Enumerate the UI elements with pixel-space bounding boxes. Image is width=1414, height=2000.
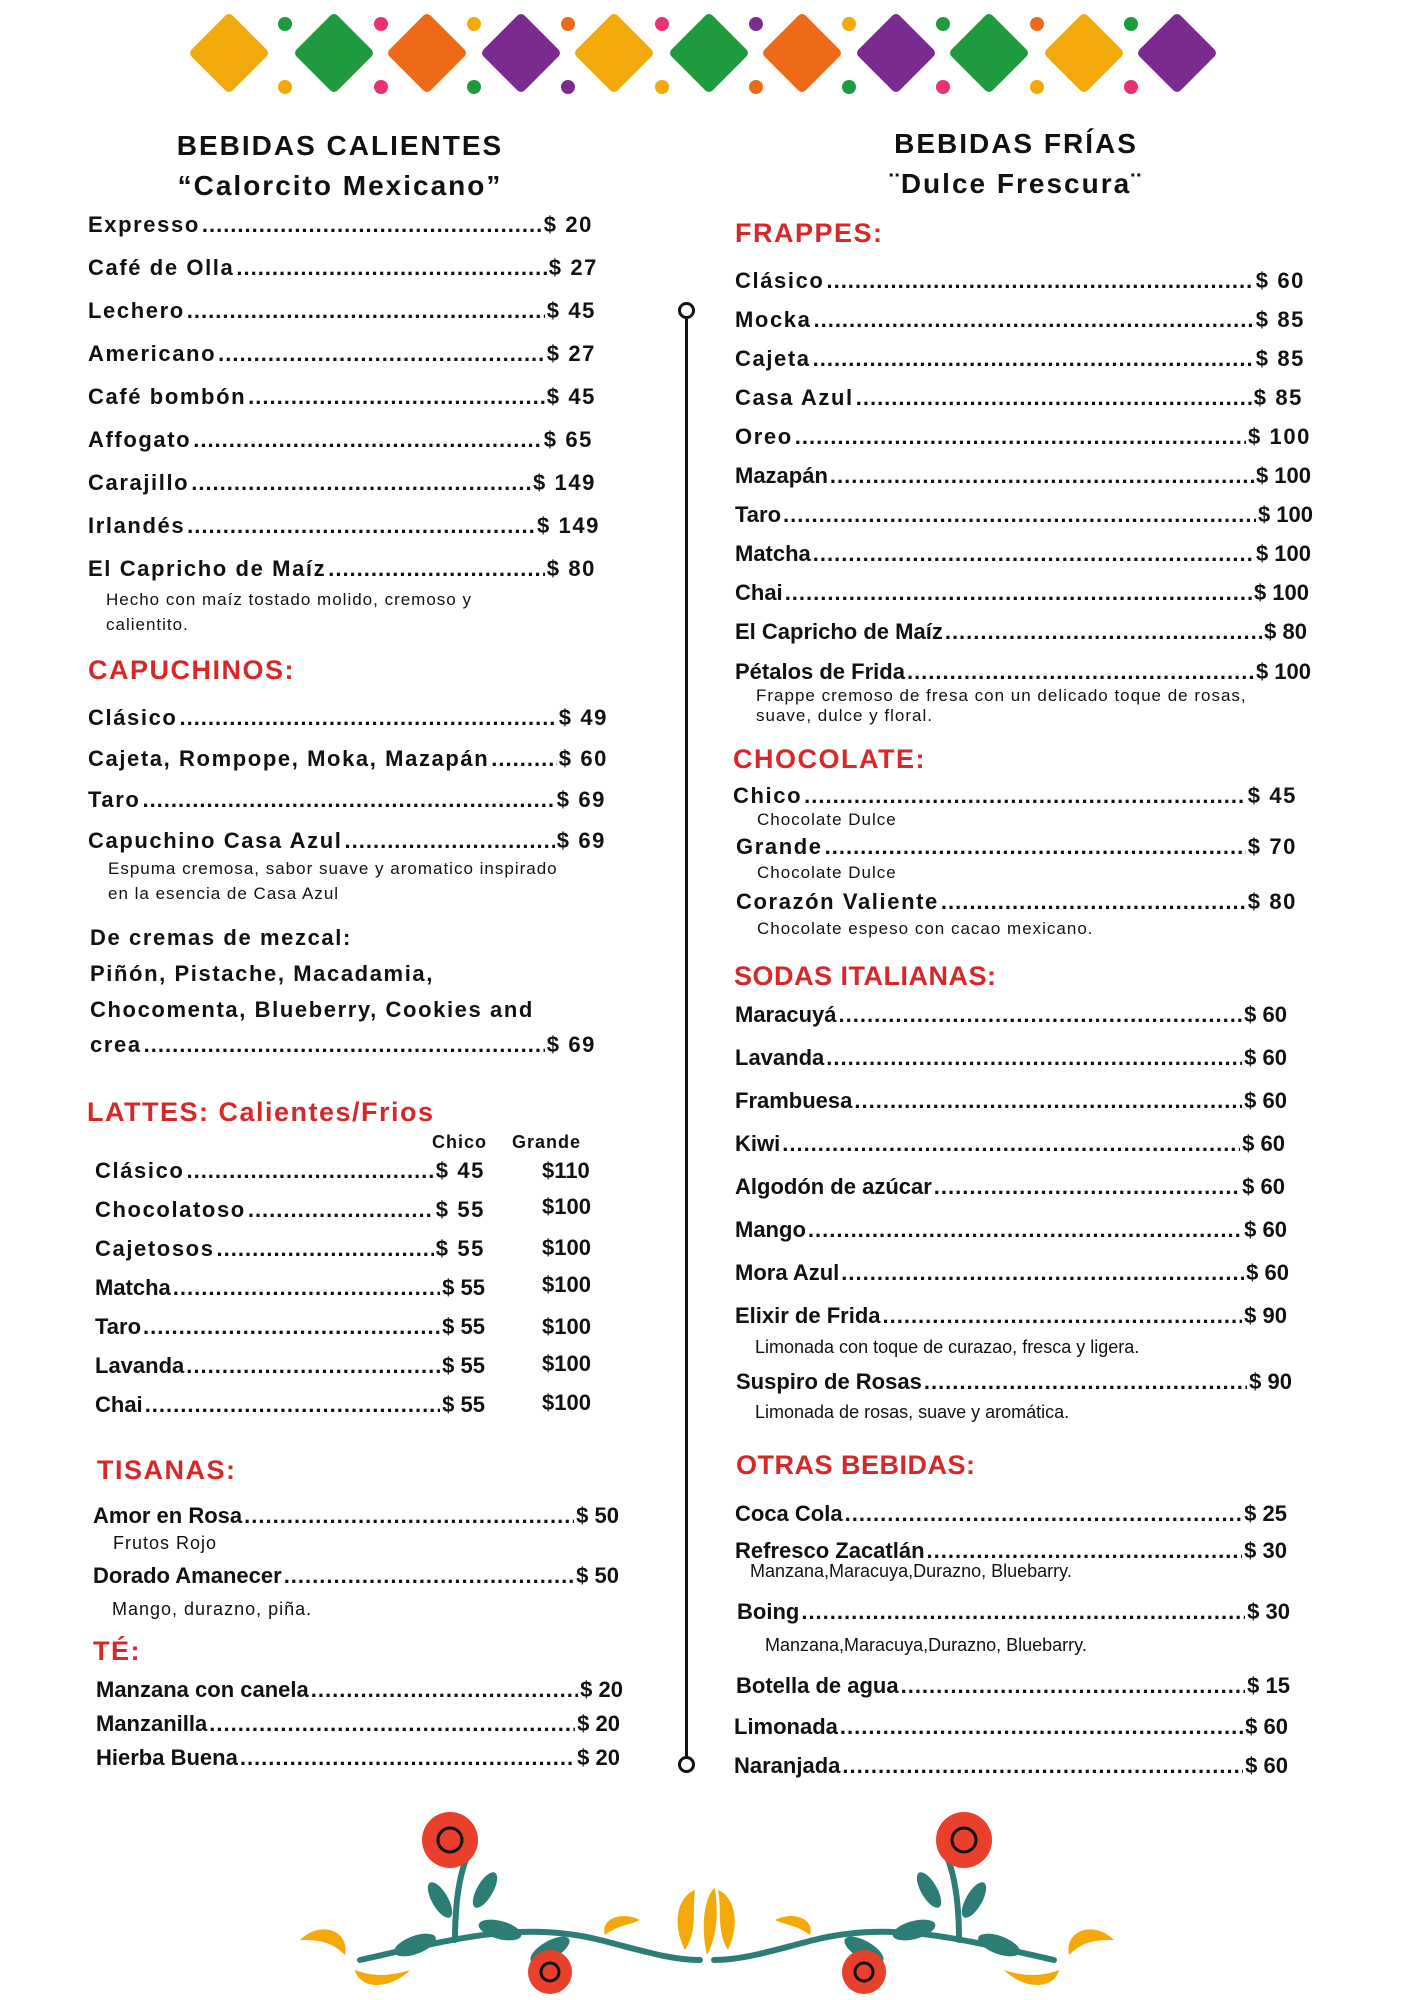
section-title-frappes: FRAPPES: [735, 218, 884, 248]
menu-item: Clásico ..... $ 45 [95, 1158, 485, 1184]
menu-item: Dorado Amanecer ..... $ 50 [93, 1563, 619, 1589]
menu-item: Taro ..... $ 100 [735, 502, 1313, 528]
mezcal-line: Piñón, Pistache, Macadamia, [90, 961, 434, 986]
menu-item: Limonada ..... $ 60 [734, 1714, 1288, 1740]
item-description: Limonada con toque de curazao, fresca y ligera. [755, 1337, 1140, 1357]
item-description: Manzana,Maracuya,Durazno, Bluebarry. [750, 1561, 1072, 1581]
cold-drinks-subtitle: ¨Dulce Frescura¨ [889, 168, 1143, 199]
section-title-lattes: LATTES: Calientes/Frios [87, 1097, 435, 1127]
section-title-sodas: SODAS ITALIANAS: [734, 961, 997, 991]
menu-item: Chai ..... $ 100 [735, 580, 1309, 606]
item-description: Limonada de rosas, suave y aromática. [755, 1402, 1070, 1422]
latte-price-grande: $100 [542, 1235, 591, 1260]
divider-top-dot [678, 302, 695, 319]
item-description: Hecho con maíz tostado molido, cremoso y calientito. [106, 590, 472, 634]
menu-item: Lavanda ..... $ 60 [735, 1045, 1287, 1071]
menu-item: Americano ..... $ 27 [88, 341, 596, 367]
hot-drinks-subtitle: “Calorcito Mexicano” [177, 170, 503, 201]
menu-item: Irlandés ..... $ 149 [88, 513, 600, 539]
menu-item: El Capricho de Maíz ..... $ 80 [735, 619, 1307, 645]
menu-item: Capuchino Casa Azul ..... $ 69 [88, 828, 606, 854]
menu-item: Taro ..... $ 55 [95, 1314, 485, 1340]
section-title-otras: OTRAS BEBIDAS: [736, 1450, 976, 1480]
item-description: Chocolate Dulce [757, 863, 897, 882]
menu-item: Mango ..... $ 60 [735, 1217, 1287, 1243]
menu-item: Oreo ..... $ 100 [735, 424, 1311, 450]
menu-item: Café bombón ..... $ 45 [88, 384, 596, 410]
divider-bottom-dot [678, 1756, 695, 1773]
menu-item: Grande ..... $ 70 [736, 834, 1297, 860]
menu-item: Chai ..... $ 55 [95, 1392, 485, 1418]
menu-item: Refresco Zacatlán ..... $ 30 [735, 1538, 1287, 1564]
menu-item: Frambuesa ..... $ 60 [735, 1088, 1287, 1114]
column-header-grande: Grande [512, 1132, 582, 1152]
section-title-capuchinos: CAPUCHINOS: [88, 655, 296, 685]
cold-drinks-title: BEBIDAS FRÍAS [894, 128, 1138, 159]
menu-item: Matcha ..... $ 100 [735, 541, 1311, 567]
column-header-chico: Chico [432, 1132, 488, 1152]
menu-item: Chocolatoso ..... $ 55 [95, 1197, 485, 1223]
menu-item: Algodón de azúcar ..... $ 60 [735, 1174, 1285, 1200]
menu-item: Cajeta, Rompope, Moka, Mazapán ..... $ 60 [88, 746, 608, 772]
diamond-banner-icon [188, 12, 1218, 94]
item-description: Frappe cremoso de fresa con un delicado toque de rosas, suave, dulce y floral. [756, 686, 1247, 725]
menu-item: Clásico ..... $ 60 [735, 268, 1305, 294]
menu-item: Elixir de Frida ..... $ 90 [735, 1303, 1287, 1329]
menu-item: Expresso ..... $ 20 [88, 212, 593, 238]
latte-price-grande: $100 [542, 1390, 591, 1415]
floral-decoration-icon [300, 1800, 1114, 2000]
papel-picado-banner [0, 0, 1414, 120]
menu-item: crea ..... $ 69 [90, 1032, 596, 1058]
menu-item: Mora Azul ..... $ 60 [735, 1260, 1289, 1286]
mezcal-line: De cremas de mezcal: [90, 925, 352, 950]
section-title-tisanas: TISANAS: [97, 1455, 237, 1485]
menu-item: Cajeta ..... $ 85 [735, 346, 1305, 372]
item-description: Chocolate espeso con cacao mexicano. [757, 919, 1094, 938]
menu-item: Mazapán ..... $ 100 [735, 463, 1311, 489]
section-title-chocolate: CHOCOLATE: [733, 744, 926, 774]
latte-price-grande: $100 [542, 1194, 591, 1219]
latte-price-grande: $100 [542, 1351, 591, 1376]
item-description: Mango, durazno, piña. [112, 1599, 313, 1619]
latte-price-grande: $110 [542, 1158, 590, 1183]
latte-price-grande: $100 [542, 1272, 591, 1297]
section-title-te: TÉ: [93, 1636, 141, 1666]
item-description: Chocolate Dulce [757, 810, 897, 829]
menu-item: Matcha ..... $ 55 [95, 1275, 485, 1301]
menu-item: Botella de agua ..... $ 15 [736, 1673, 1290, 1699]
mezcal-line: Chocomenta, Blueberry, Cookies and [90, 997, 534, 1022]
menu-item: Hierba Buena ..... $ 20 [96, 1745, 620, 1771]
hot-drinks-title: BEBIDAS CALIENTES [176, 130, 504, 161]
column-divider [685, 308, 688, 1763]
menu-item: Naranjada ..... $ 60 [734, 1753, 1288, 1779]
item-description: Espuma cremosa, sabor suave y aromatico inspirado en la esencia de Casa Azul [108, 859, 558, 903]
menu-item: Affogato ..... $ 65 [88, 427, 593, 453]
menu-item: Casa Azul ..... $ 85 [735, 385, 1303, 411]
menu-item: Lechero ..... $ 45 [88, 298, 596, 324]
menu-item: Pétalos de Frida ..... $ 100 [735, 659, 1311, 685]
menu-item: Kiwi ..... $ 60 [735, 1131, 1285, 1157]
menu-item: Amor en Rosa ..... $ 50 [93, 1503, 619, 1529]
menu-item: Chico ..... $ 45 [733, 783, 1297, 809]
menu-item: Mocka ..... $ 85 [735, 307, 1305, 333]
menu-item: Suspiro de Rosas ..... $ 90 [736, 1369, 1292, 1395]
menu-item: Maracuyá ..... $ 60 [735, 1002, 1287, 1028]
menu-item: Manzana con canela ..... $ 20 [96, 1677, 623, 1703]
menu-item: El Capricho de Maíz ..... $ 80 [88, 556, 596, 582]
menu-item: Café de Olla ..... $ 27 [88, 255, 598, 281]
menu-item: Coca Cola ..... $ 25 [735, 1501, 1287, 1527]
menu-item: Manzanilla ..... $ 20 [96, 1711, 620, 1737]
menu-item: Boing ..... $ 30 [737, 1599, 1290, 1625]
menu-item: Corazón Valiente ..... $ 80 [736, 889, 1297, 915]
item-description: Manzana,Maracuya,Durazno, Bluebarry. [765, 1635, 1087, 1655]
menu-item: Carajillo ..... $ 149 [88, 470, 596, 496]
menu-item: Lavanda ..... $ 55 [95, 1353, 485, 1379]
latte-price-grande: $100 [542, 1314, 591, 1339]
menu-item: Clásico ..... $ 49 [88, 705, 608, 731]
item-description: Frutos Rojo [113, 1533, 218, 1553]
menu-item: Taro ..... $ 69 [88, 787, 606, 813]
menu-item: Cajetosos ..... $ 55 [95, 1236, 485, 1262]
